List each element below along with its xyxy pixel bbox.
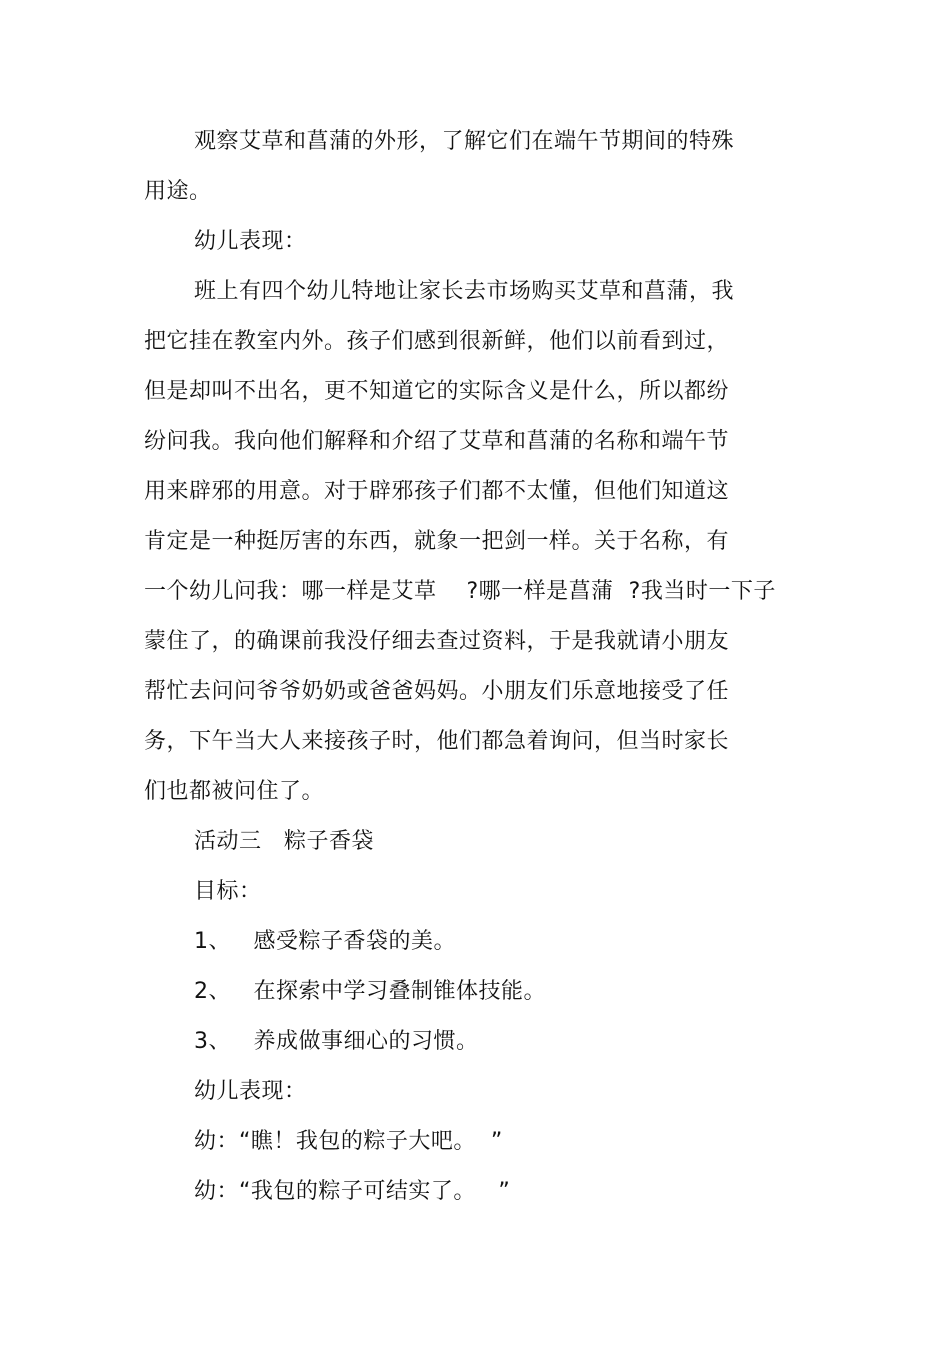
dialogue-line: 幼：“我包的粽子可结实了。 ” [194,1179,511,1204]
paragraph-line: 纷问我。我向他们解释和介绍了艾草和菖蒲的名称和端午节 [144,429,730,454]
list-item: 3、 养成做事细心的习惯。 [194,1029,479,1054]
paragraph-line: 用来辟邪的用意。对于辟邪孩子们都不太懂，但他们知道这 [144,479,730,504]
section-label: 幼儿表现： [194,229,307,254]
list-item: 1、 感受粽子香袋的美。 [194,929,456,954]
paragraph-line: 蒙住了，的确课前我没仔细去查过资料，于是我就请小朋友 [144,629,730,654]
section-label: 幼儿表现： [194,1079,307,1104]
section-label: 目标： [194,879,262,904]
paragraph-line: 帮忙去问问爷爷奶奶或爸爸妈妈。小朋友们乐意地接受了任 [144,679,730,704]
list-item: 2、 在探索中学习叠制锥体技能。 [194,979,546,1004]
paragraph-line: 用途。 [144,179,212,204]
paragraph-line: 一个幼儿问我：哪一样是艾草 ?哪一样是菖蒲 ?我当时一下子 [144,579,776,604]
paragraph-line: 把它挂在教室内外。孩子们感到很新鲜，他们以前看到过， [144,329,730,354]
paragraph-line: 但是却叫不出名，更不知道它的实际含义是什么，所以都纷 [144,379,730,404]
section-heading: 活动三 粽子香袋 [194,829,374,854]
paragraph-line: 务，下午当大人来接孩子时，他们都急着询问，但当时家长 [144,729,730,754]
paragraph-line: 们也都被问住了。 [144,779,325,804]
paragraph-line: 观察艾草和菖蒲的外形，了解它们在端午节期间的特殊 [194,129,735,154]
paragraph-line: 班上有四个幼儿特地让家长去市场购买艾草和菖蒲，我 [194,279,735,304]
dialogue-line: 幼：“瞧！我包的粽子大吧。 ” [194,1129,503,1154]
paragraph-line: 肯定是一种挺厉害的东西，就象一把剑一样。关于名称，有 [144,529,730,554]
